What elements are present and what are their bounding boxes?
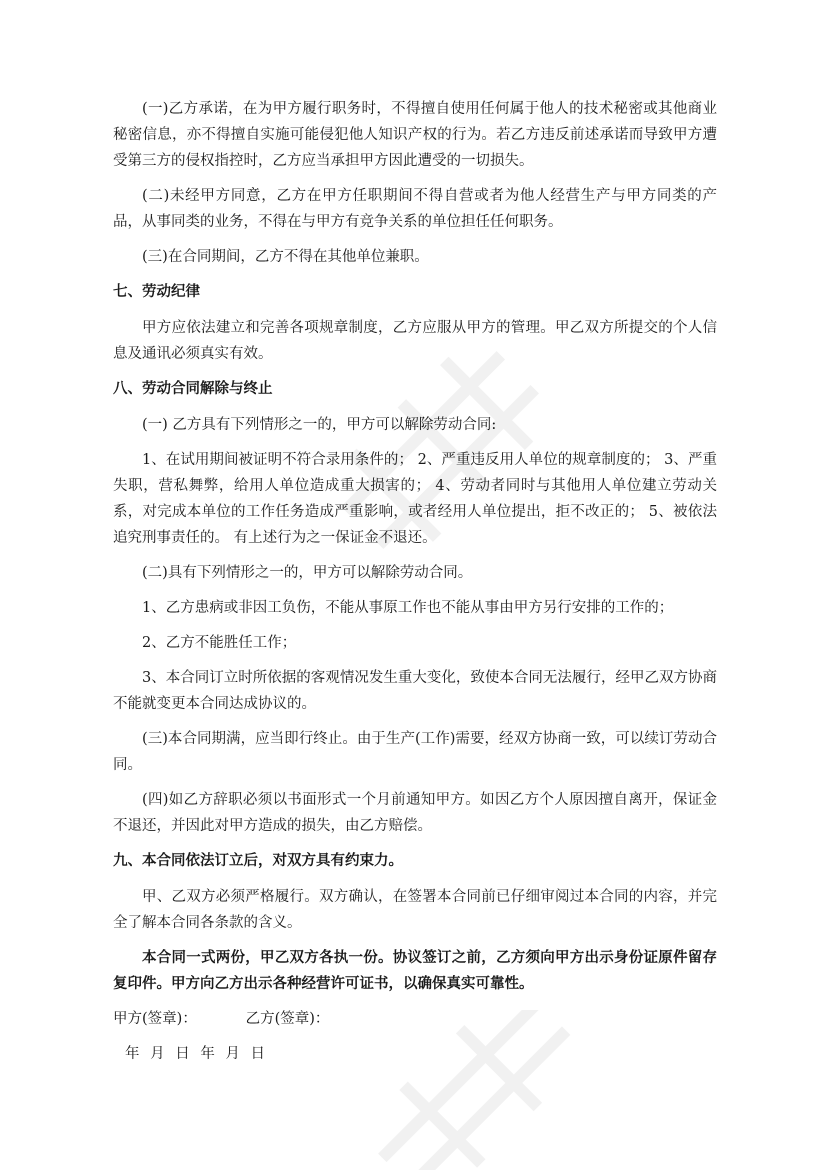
signature-row [113,1006,717,1032]
clause-paragraph-8: 1、乙方患病或非因工负伤，不能从事原工作也不能从事由甲方另行安排的工作的； [142,600,674,616]
clause-paragraph-12: (四)如乙方辞职必须以书面形式一个月前通知甲方。如因乙方个人原因擅自离开，保证金不退还，并因此对甲方造成的损失，由乙方赔偿。 [113,792,717,834]
clause-paragraph-13: 甲、乙双方必须严格履行。双方确认，在签署本合同前已仔细审阅过本合同的内容，并完全了解本合同各条款的含义。 [113,889,717,931]
clause-paragraph-5: (一) 乙方具有下列情形之一的，甲方可以解除劳动合同: [142,417,497,433]
clause-paragraph-6: 1、在试用期间被证明不符合录用条件的； 2、严重违反用人单位的规章制度的； 3、严重失职，营私舞弊，给用人单位造成重大损害的； 4、劳动者同时与其他用人单位建立劳动关系，对完成本单位的工作任务造成严重影响，或者经用人单位提出，拒不改正的； 5、被依法追究刑事责任的。 有上述行为之一保证金不退还。 [113,452,717,546]
clause-paragraph-7: (二)具有下列情形之一的，甲方可以解除劳动合同。 [142,565,473,581]
section-heading-8: 八、劳动合同解除与终止 [113,381,273,397]
contract-body [113,96,717,1032]
clause-paragraph-4: 甲方应依法建立和完善各项规章制度，乙方应服从甲方的管理。甲乙双方所提交的个人信息及通讯必须真实有效。 [113,320,717,362]
clause-paragraph-10: 3、本合同订立时所依据的客观情况发生重大变化，致使本合同无法履行，经甲乙双方协商不能就变更本合同达成协议的。 [113,670,717,712]
section-heading-9: 九、本合同依法订立后，对双方具有约束力。 [113,853,403,869]
watermark-logo-bottom [320,1010,620,1170]
party-a-signature-label: 甲方(签章)： [113,1011,197,1027]
clause-paragraph-14-bold: 本合同一式两份，甲乙双方各执一份。协议签订之前，乙方须向甲方出示身份证原件留存复印件。甲方向乙方出示各种经营许可证书，以确保真实可靠性。 [113,950,717,992]
date-line: 年 月 日 年 月 日 [125,1046,266,1062]
party-b-signature-label: 乙方(签章)： [245,1011,330,1027]
section-heading-7: 七、劳动纪律 [113,284,200,300]
clause-paragraph-9: 2、乙方不能胜任工作； [142,635,297,651]
clause-paragraph-11: (三)本合同期满，应当即行终止。由于生产(工作)需要，经双方协商一致，可以续订劳动合同。 [113,731,717,773]
clause-paragraph-3: (三)在合同期间，乙方不得在其他单位兼职。 [142,249,429,265]
clause-paragraph-2: (二)未经甲方同意，乙方在甲方任职期间不得自营或者为他人经营生产与甲方同类的产品，从事同类的业务，不得在与甲方有竞争关系的单位担任任何职务。 [113,188,717,230]
clause-paragraph-1: (一)乙方承诺，在为甲方履行职务时，不得擅自使用任何属于他人的技术秘密或其他商业秘密信息，亦不得擅自实施可能侵犯他人知识产权的行为。若乙方违反前述承诺而导致甲方遭受第三方的侵权指控时，乙方应当承担甲方因此遭受的一切损失。 [113,101,717,169]
